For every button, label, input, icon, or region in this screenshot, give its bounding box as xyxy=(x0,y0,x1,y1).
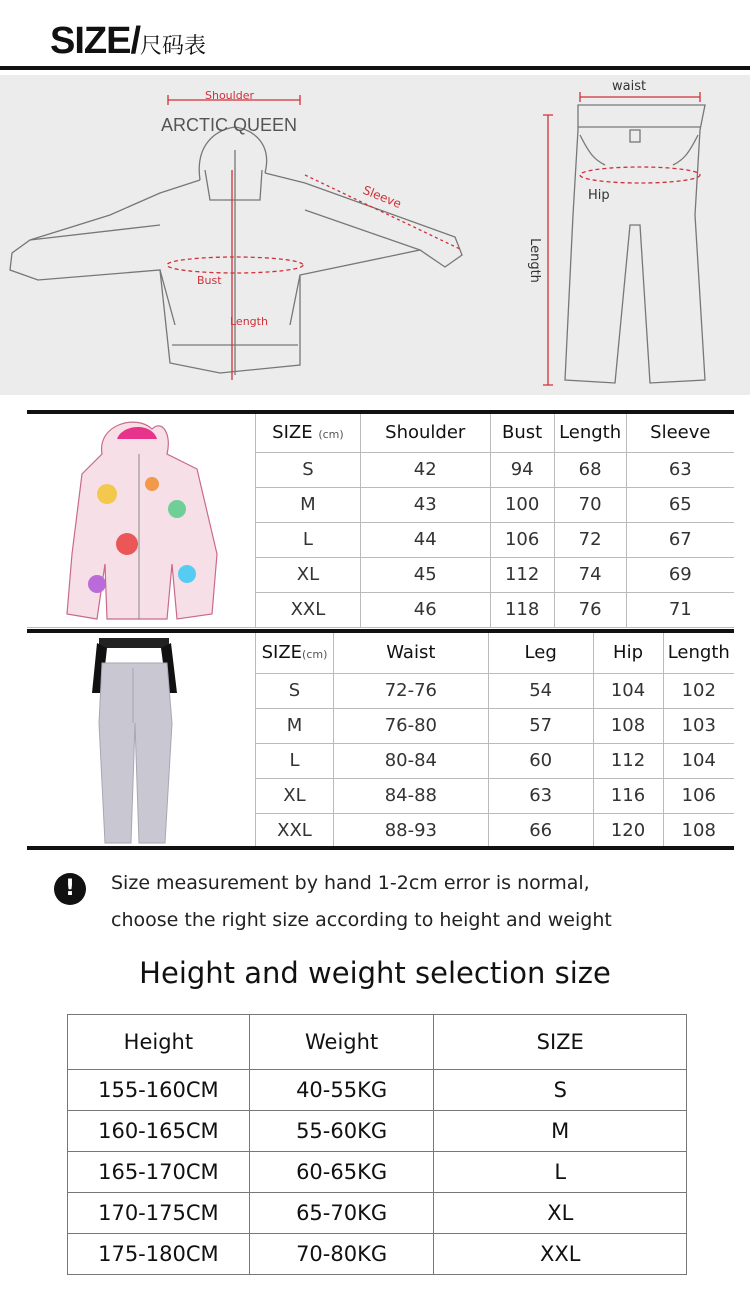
height-cell: 160-165CM xyxy=(68,1111,250,1152)
value-cell: 104 xyxy=(593,673,663,708)
value-cell: 46 xyxy=(360,592,490,627)
page-title xyxy=(50,20,206,63)
pants-header-size xyxy=(256,633,334,673)
jacket-header-col: Sleeve xyxy=(626,414,734,452)
measurement-diagram xyxy=(0,75,750,395)
table-row xyxy=(256,592,735,627)
table-row xyxy=(256,813,735,848)
pants-header-col: Length xyxy=(663,633,734,673)
size-cell: M xyxy=(256,487,361,522)
table-row xyxy=(256,778,735,813)
value-cell: 112 xyxy=(490,557,554,592)
value-cell: 60 xyxy=(488,743,593,778)
table-row xyxy=(256,452,735,487)
value-cell: 44 xyxy=(360,522,490,557)
weight-cell: 60-65KG xyxy=(249,1152,434,1193)
pants-size-table xyxy=(255,633,734,849)
hw-table-header xyxy=(68,1015,687,1070)
jacket-header-col: Length xyxy=(554,414,626,452)
size-cell: XL xyxy=(256,557,361,592)
value-cell: 68 xyxy=(554,452,626,487)
garment-diagram-svg xyxy=(0,75,750,395)
value-cell: 84-88 xyxy=(333,778,488,813)
weight-cell: 55-60KG xyxy=(249,1111,434,1152)
jacket-header-col: Shoulder xyxy=(360,414,490,452)
selection-title: Height and weight selection size xyxy=(139,956,611,990)
value-cell: 103 xyxy=(663,708,734,743)
table-row xyxy=(68,1152,687,1193)
value-cell: 70 xyxy=(554,487,626,522)
value-cell: 106 xyxy=(663,778,734,813)
value-cell: 116 xyxy=(593,778,663,813)
size-cell: XL xyxy=(434,1193,687,1234)
jacket-outline xyxy=(10,127,462,375)
jacket-image-icon xyxy=(27,414,255,628)
note-line-1: Size measurement by hand 1-2cm error is normal, xyxy=(111,872,590,894)
brand-label: ARCTIC QUEEN xyxy=(161,115,298,135)
weight-cell: 70-80KG xyxy=(249,1234,434,1275)
value-cell: 106 xyxy=(490,522,554,557)
value-cell: 88-93 xyxy=(333,813,488,848)
height-cell: 175-180CM xyxy=(68,1234,250,1275)
pants-product-image xyxy=(27,633,255,846)
exclamation-icon: ! xyxy=(54,873,86,905)
note-line-2: choose the right size according to height and weight xyxy=(111,909,612,931)
value-cell: 108 xyxy=(663,813,734,848)
table-row xyxy=(68,1193,687,1234)
label-hip: Hip xyxy=(588,188,610,203)
value-cell: 108 xyxy=(593,708,663,743)
jacket-product-image xyxy=(27,414,255,628)
size-cell: S xyxy=(256,452,361,487)
size-cell: XXL xyxy=(256,592,361,627)
value-cell: 94 xyxy=(490,452,554,487)
value-cell: 57 xyxy=(488,708,593,743)
size-header-text: SIZE xyxy=(272,422,313,444)
label-shoulder: Shoulder xyxy=(205,89,254,102)
pants-table-header xyxy=(256,633,735,673)
size-cell: L xyxy=(256,743,334,778)
jacket-table-header xyxy=(256,414,735,452)
value-cell: 76-80 xyxy=(333,708,488,743)
pants-image-icon xyxy=(27,633,255,846)
table-row xyxy=(256,557,735,592)
size-cell: S xyxy=(434,1070,687,1111)
table-row xyxy=(256,673,735,708)
label-length-jacket: Length xyxy=(230,315,268,328)
size-header-text: SIZE xyxy=(261,642,303,664)
value-cell: 102 xyxy=(663,673,734,708)
label-length-pants: Length xyxy=(526,238,542,283)
label-sleeve: Sleeve xyxy=(360,182,404,212)
value-cell: 100 xyxy=(490,487,554,522)
header-divider xyxy=(0,66,750,70)
value-cell: 63 xyxy=(626,452,734,487)
jacket-header-col: Bust xyxy=(490,414,554,452)
pants-header-col: Leg xyxy=(488,633,593,673)
weight-cell: 65-70KG xyxy=(249,1193,434,1234)
value-cell: 66 xyxy=(488,813,593,848)
height-cell: 155-160CM xyxy=(68,1070,250,1111)
value-cell: 80-84 xyxy=(333,743,488,778)
table-row xyxy=(68,1234,687,1275)
value-cell: 54 xyxy=(488,673,593,708)
jacket-size-table xyxy=(255,414,734,628)
value-cell: 43 xyxy=(360,487,490,522)
size-cell: L xyxy=(434,1152,687,1193)
label-bust: Bust xyxy=(197,274,222,287)
hw-header-weight: Weight xyxy=(249,1015,434,1070)
value-cell: 67 xyxy=(626,522,734,557)
value-cell: 63 xyxy=(488,778,593,813)
value-cell: 72-76 xyxy=(333,673,488,708)
height-cell: 170-175CM xyxy=(68,1193,250,1234)
table-row xyxy=(68,1070,687,1111)
table-row xyxy=(256,487,735,522)
pants-header-col: Hip xyxy=(593,633,663,673)
size-cell: L xyxy=(256,522,361,557)
table-row xyxy=(256,522,735,557)
table-row xyxy=(256,708,735,743)
size-cell: XL xyxy=(256,778,334,813)
size-cell: M xyxy=(256,708,334,743)
table-row xyxy=(68,1111,687,1152)
value-cell: 118 xyxy=(490,592,554,627)
value-cell: 69 xyxy=(626,557,734,592)
height-weight-table xyxy=(67,1014,687,1275)
hw-header-size: SIZE xyxy=(434,1015,687,1070)
pants-outline xyxy=(565,105,705,383)
value-cell: 71 xyxy=(626,592,734,627)
height-cell: 165-170CM xyxy=(68,1152,250,1193)
size-cell: M xyxy=(434,1111,687,1152)
jacket-header-size xyxy=(256,414,361,452)
value-cell: 72 xyxy=(554,522,626,557)
value-cell: 45 xyxy=(360,557,490,592)
unit-text: (cm) xyxy=(318,428,344,442)
title-size: SIZE xyxy=(50,20,131,62)
value-cell: 74 xyxy=(554,557,626,592)
page-header xyxy=(0,0,750,72)
size-cell: S xyxy=(256,673,334,708)
label-waist: waist xyxy=(612,79,647,94)
value-cell: 112 xyxy=(593,743,663,778)
value-cell: 120 xyxy=(593,813,663,848)
table-row xyxy=(256,743,735,778)
title-chinese: 尺码表 xyxy=(140,33,207,58)
value-cell: 104 xyxy=(663,743,734,778)
weight-cell: 40-55KG xyxy=(249,1070,434,1111)
pants-table-bottom-rule xyxy=(27,846,734,850)
hw-header-height: Height xyxy=(68,1015,250,1070)
value-cell: 42 xyxy=(360,452,490,487)
value-cell: 76 xyxy=(554,592,626,627)
pants-header-col: Waist xyxy=(333,633,488,673)
value-cell: 65 xyxy=(626,487,734,522)
title-slash: / xyxy=(130,20,141,62)
size-cell: XXL xyxy=(434,1234,687,1275)
size-cell: XXL xyxy=(256,813,334,848)
unit-text: (cm) xyxy=(302,648,328,662)
